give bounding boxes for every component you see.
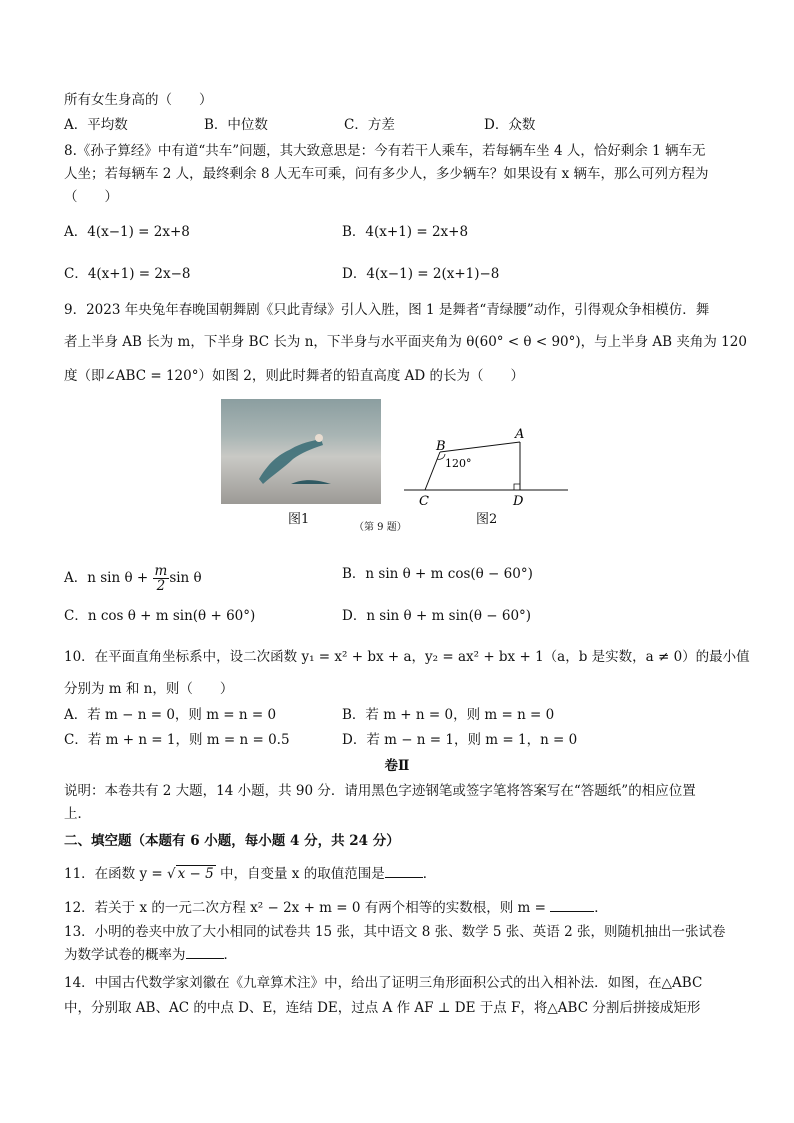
q10-option-d[interactable]: D．若 m − n = 1，则 m = 1，n = 0	[342, 732, 578, 748]
q10-line2: 分别为 m 和 n，则（ ）	[64, 681, 234, 697]
q8-line3: （ ）	[64, 189, 118, 205]
q13-line1: 13．小明的卷夹中放了大小相同的试卷共 15 张，其中语文 8 张、数学 5 张、英语 2 张，则随机抽出一张试卷	[64, 924, 726, 940]
q7-option-c[interactable]: C．方差	[344, 117, 395, 133]
q9-line3: 度（即∠ABC = 120°）如图 2，则此时舞者的铅直高度 AD 的长为（ ）	[64, 368, 525, 384]
q11-radicand: x − 5	[177, 866, 214, 882]
q8-line2: 人坐；若每辆车 2 人，最终剩余 8 人无车可乘，问有多少人，多少辆车？如果设有 x 辆车，那么可列方程为	[64, 166, 709, 182]
q9-option-b[interactable]: B．n sin θ + m cos(θ − 60°)	[342, 566, 533, 582]
q9-option-d[interactable]: D．n sin θ + m sin(θ − 60°)	[342, 608, 532, 624]
q8-option-c[interactable]: C．4(x+1) = 2x−8	[64, 266, 191, 282]
dancer-photo	[221, 399, 381, 504]
q7-option-d[interactable]: D．众数	[484, 117, 536, 133]
q7-stem: 所有女生身高的（ ）	[64, 92, 213, 108]
q9-line2: 者上半身 AB 长为 m，下半身 BC 长为 n，下半身与水平面夹角为 θ(60° < θ < 90°)，与上半身 AB 夹角为 120	[64, 334, 747, 350]
diagram-label-c: C	[419, 494, 429, 509]
q9-diagram	[400, 420, 575, 510]
q9-option-a[interactable]: A．n sin θ + $\frac{m}{2}$ sin θ	[64, 563, 202, 594]
diagram-angle-label: 120°	[445, 457, 472, 470]
fig1-caption: 图1	[288, 512, 310, 527]
q13-line2: 为数学试卷的概率为 ．	[64, 947, 237, 963]
diagram-label-d: D	[513, 494, 524, 509]
dancer-figure-icon	[251, 429, 331, 484]
q8-line1: 8.《孙子算经》中有道“共车”问题，其大致意思是：今有若干人乘车，若每辆车坐 4 人，恰好剩余 1 辆车无	[64, 143, 706, 159]
q7-option-a[interactable]: A．平均数	[64, 117, 128, 133]
q11-line: 11．在函数 y = √ x − 5 中，自变量 x 的取值范围是 ．	[64, 866, 437, 882]
section2-note-line1: 说明：本卷共有 2 大题，14 小题，共 90 分．请用黑色字迹钢笔或签字笔将答案写在“答题纸”的相应位置	[64, 783, 696, 799]
q9-line1: 9．2023 年央兔年春晚国朝舞剧《只此青绿》引人入胜，图 1 是舞者“青绿腰”动作，引得观众争相模仿．舞	[64, 302, 710, 318]
section2-title: 卷Ⅱ	[384, 758, 410, 774]
q7-option-b[interactable]: B．中位数	[204, 117, 268, 133]
q10-option-b[interactable]: B．若 m + n = 0，则 m = n = 0	[342, 707, 555, 723]
q8-option-a[interactable]: A．4(x−1) = 2x+8	[64, 224, 190, 240]
q10-option-c[interactable]: C．若 m + n = 1，则 m = n = 0.5	[64, 732, 290, 748]
q9-option-c[interactable]: C．n cos θ + m sin(θ + 60°)	[64, 608, 256, 624]
q12-line: 12．若关于 x 的一元二次方程 x² − 2x + m = 0 有两个相等的实数根，则 m = ．	[64, 900, 608, 916]
q11-answer-blank[interactable]	[385, 865, 423, 878]
q13-answer-blank[interactable]	[186, 946, 224, 959]
q10-line1: 10．在平面直角坐标系中，设二次函数 y₁ = x² + bx + a，y₂ = ax² + bx + 1（a，b 是实数，a ≠ 0）的最小值	[64, 649, 750, 665]
diagram-label-a: A	[515, 427, 525, 442]
q14-line1: 14．中国古代数学家刘徽在《九章算术注》中，给出了证明三角形面积公式的出入相补法．如图，在△ABC	[64, 975, 703, 991]
section2-note-line2: 上．	[64, 806, 91, 822]
fig2-caption: 图2	[476, 512, 498, 527]
q10-option-a[interactable]: A．若 m − n = 0，则 m = n = 0	[64, 707, 277, 723]
diagram-label-b: B	[436, 439, 446, 454]
section2-heading: 二、填空题（本题有 6 小题，每小题 4 分，共 24 分）	[64, 833, 400, 849]
q8-option-b[interactable]: B．4(x+1) = 2x+8	[342, 224, 469, 240]
q14-line2: 中，分别取 AB、AC 的中点 D、E，连结 DE，过点 A 作 AF ⊥ DE 于点 F，将△ABC 分割后拼接成矩形	[64, 1000, 701, 1016]
fig-note: （第 9 题）	[354, 522, 407, 533]
q12-answer-blank[interactable]	[550, 899, 594, 912]
q8-option-d[interactable]: D．4(x−1) = 2(x+1)−8	[342, 266, 500, 282]
